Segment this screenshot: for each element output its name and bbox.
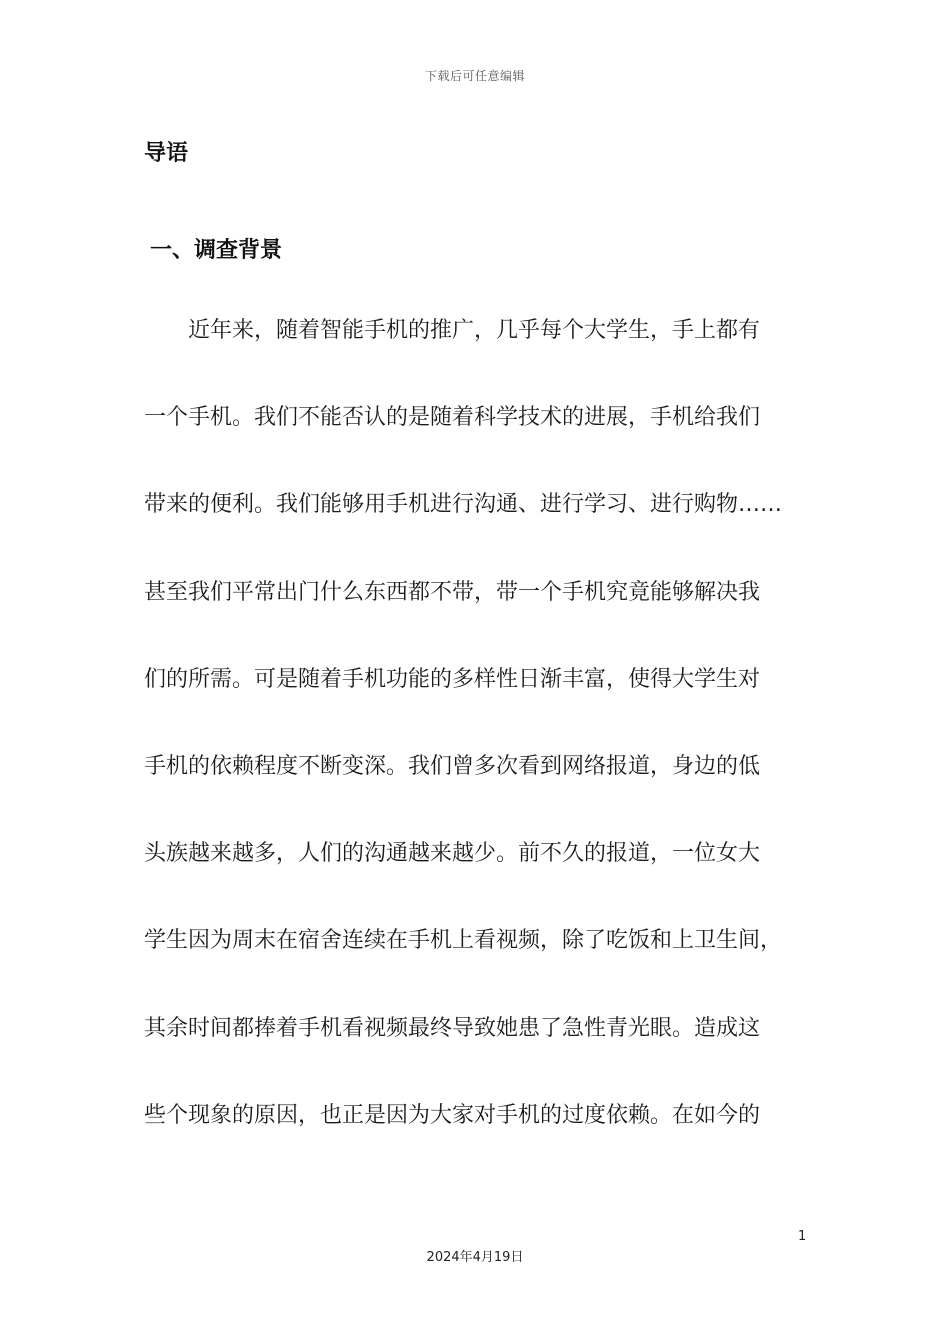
paragraph-line: 手机的依赖程度不断变深。我们曾多次看到网络报道，身边的低 — [144, 753, 761, 779]
paragraph-line: 近年来，随着智能手机的推广，几乎每个大学生，手上都有 — [188, 318, 761, 343]
paragraph-line: 些个现象的原因，也正是因为大家对手机的过度依赖。在如今的 — [144, 1102, 761, 1128]
page-number: 1 — [798, 1229, 807, 1244]
body-paragraph — [144, 316, 824, 1188]
paragraph-line: 头族越来越多，人们的沟通越来越少。前不久的报道，一位女大 — [144, 841, 761, 867]
paragraph-line: 们的所需。可是随着手机功能的多样性日渐丰富，使得大学生对 — [144, 666, 761, 692]
paragraph-line: 带来的便利。我们能够用手机进行沟通、进行学习、进行购物…… — [144, 492, 783, 518]
page-header: 下载后可任意编辑 — [424, 69, 525, 83]
paragraph-line: 其余时间都捧着手机看视频最终导致她患了急性青光眼。造成这 — [144, 1015, 761, 1041]
section-heading: 一、调查背景 — [150, 238, 283, 263]
paragraph-line: 学生因为周末在宿舍连续在手机上看视频，除了吃饭和上卫生间， — [144, 928, 783, 954]
paragraph-line: 甚至我们平常出门什么东西都不带，带一个手机究竟能够解决我 — [144, 579, 761, 605]
paragraph-line: 一个手机。我们不能否认的是随着科学技术的进展，手机给我们 — [144, 405, 761, 431]
footer-date: 2024年4月19日 — [426, 1250, 524, 1265]
document-title: 导语 — [144, 141, 189, 166]
